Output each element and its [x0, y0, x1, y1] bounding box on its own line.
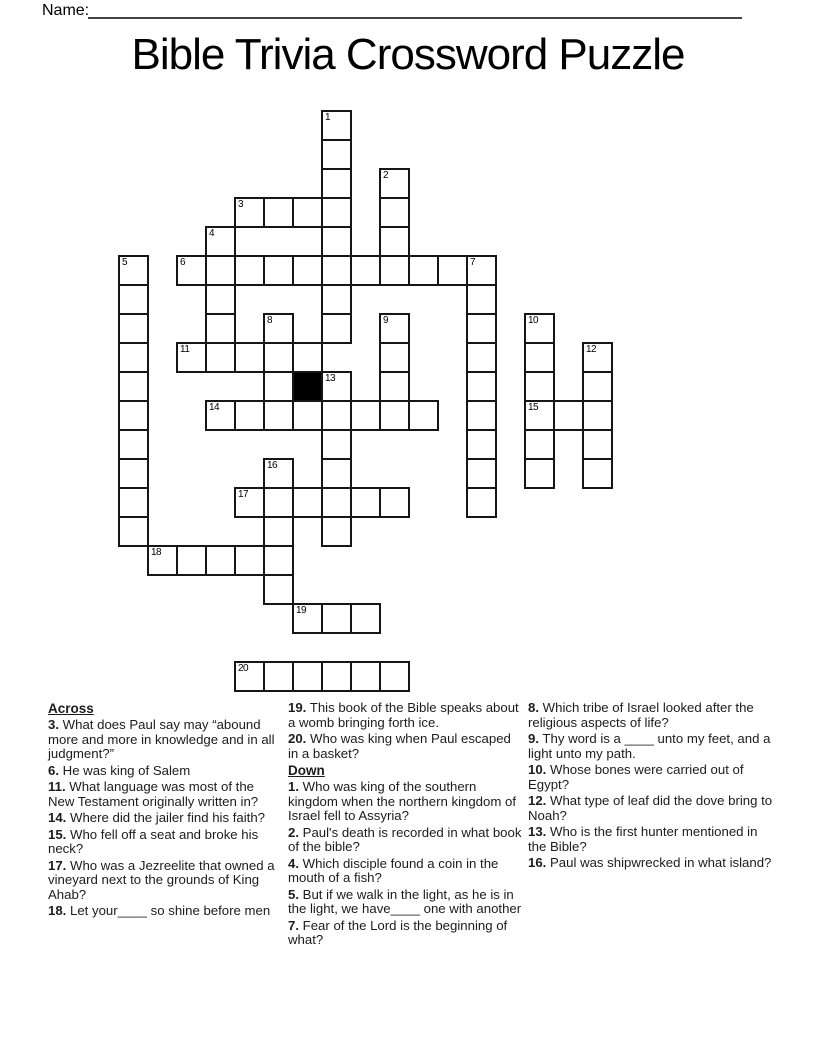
- grid-cell-r9c0[interactable]: [118, 371, 149, 402]
- grid-cell-r5c11[interactable]: [437, 255, 468, 286]
- grid-cell-r12c16[interactable]: [582, 458, 613, 489]
- grid-cell-r8c4[interactable]: [234, 342, 265, 373]
- grid-cell-r15c2[interactable]: [176, 545, 207, 576]
- cell-number-1: 1: [325, 112, 331, 123]
- cell-number-14: 14: [209, 402, 220, 413]
- clue-down-8: 8. Which tribe of Israel looked after the religious aspects of life?: [528, 700, 754, 730]
- clue-number: 7.: [288, 917, 299, 933]
- cell-number-19: 19: [296, 605, 307, 616]
- grid-cell-r13c0[interactable]: [118, 487, 149, 518]
- cell-number-18: 18: [151, 547, 162, 558]
- name-label: Name:: [42, 2, 90, 19]
- grid-cell-r15c3[interactable]: [205, 545, 236, 576]
- grid-cell-r10c16[interactable]: [582, 400, 613, 431]
- grid-cell-r17c8[interactable]: [350, 603, 381, 634]
- grid-cell-r9c12[interactable]: [466, 371, 497, 402]
- cell-number-10: 10: [528, 315, 539, 326]
- grid-cell-r13c9[interactable]: [379, 487, 410, 518]
- clue-across-17: 17. Who was a Jezreelite that owned a vineyard next to the grounds of King Ahab?: [48, 857, 275, 902]
- grid-cell-r10c14[interactable]: [524, 400, 555, 431]
- grid-cell-r7c12[interactable]: [466, 313, 497, 344]
- grid-cell-r8c3[interactable]: [205, 342, 236, 373]
- grid-cell-r13c4[interactable]: [234, 487, 265, 518]
- grid-cell-r7c0[interactable]: [118, 313, 149, 344]
- grid-cell-r5c9[interactable]: [379, 255, 410, 286]
- clue-number: 8.: [528, 700, 539, 715]
- clue-across-18: 18. Let your____ so shine before men: [48, 903, 271, 918]
- grid-cell-r8c2[interactable]: [176, 342, 207, 373]
- grid-cell-r12c12[interactable]: [466, 458, 497, 489]
- grid-cell-r11c16[interactable]: [582, 429, 613, 460]
- clue-across-6: 6. He was king of Salem: [48, 762, 191, 778]
- clue-column-down: [528, 701, 774, 950]
- grid-cell-r16c5[interactable]: [263, 574, 294, 605]
- clue-down-12: 12. What type of leaf did the dove bring to Noah?: [528, 793, 773, 823]
- grid-cell-r12c0[interactable]: [118, 458, 149, 489]
- grid-cell-r10c6[interactable]: [292, 400, 323, 431]
- cell-number-16: 16: [267, 460, 278, 471]
- clue-number: 10.: [528, 762, 547, 777]
- clue-number: 19.: [288, 700, 307, 715]
- clue-column-middle: [288, 701, 523, 950]
- grid-cell-r19c4[interactable]: [234, 661, 265, 692]
- grid-cell-r10c12[interactable]: [466, 400, 497, 431]
- clue-number: 14.: [48, 810, 67, 825]
- grid-cell-r9c7[interactable]: [321, 371, 352, 402]
- clue-across-14: 14. Where did the jailer find his faith?: [48, 810, 265, 825]
- grid-cell-r15c5[interactable]: [263, 545, 294, 576]
- grid-cell-r8c14[interactable]: [524, 342, 555, 373]
- grid-cell-r12c14[interactable]: [524, 458, 555, 489]
- grid-cell-r8c9[interactable]: [379, 342, 410, 373]
- clue-across-11: 11. What language was most of the New Testament originally written in?: [48, 779, 259, 809]
- grid-cell-r15c1[interactable]: [147, 545, 178, 576]
- grid-cell-r3c6[interactable]: [292, 197, 323, 228]
- grid-cell-r7c3[interactable]: [205, 313, 236, 344]
- grid-cell-r4c9[interactable]: [379, 226, 410, 257]
- clue-number: 13.: [528, 824, 547, 839]
- across-header: Across: [48, 701, 94, 716]
- cell-number-12: 12: [586, 344, 597, 355]
- grid-cell-r19c6[interactable]: [292, 661, 323, 692]
- grid-cell-r14c7[interactable]: [321, 516, 352, 547]
- grid-cell-r7c14[interactable]: [524, 313, 555, 344]
- page-title: Bible Trivia Crossword Puzzle: [131, 30, 685, 79]
- clue-number: 17.: [48, 857, 67, 873]
- grid-cell-r13c12[interactable]: [466, 487, 497, 518]
- grid-cell-r5c4[interactable]: [234, 255, 265, 286]
- cell-number-4: 4: [209, 228, 215, 239]
- clue-number: 12.: [528, 793, 547, 808]
- grid-cell-r6c0[interactable]: [118, 284, 149, 315]
- grid-cell-r19c9[interactable]: [379, 661, 410, 692]
- clue-down-16: 16. Paul was shipwrecked in what island?: [528, 855, 772, 870]
- grid-cell-r8c0[interactable]: [118, 342, 149, 373]
- down-header: Down: [288, 763, 325, 778]
- clues-section: [48, 701, 774, 950]
- grid-cell-r6c7[interactable]: [321, 284, 352, 315]
- grid-cell-r9c16[interactable]: [582, 371, 613, 402]
- clue-down-10: 10. Whose bones were carried out of Egypt?: [528, 762, 744, 792]
- clue-across-20: 20. Who was king when Paul escaped in a basket?: [288, 731, 511, 761]
- cell-number-7: 7: [470, 257, 476, 268]
- grid-cell-r12c7[interactable]: [321, 458, 352, 489]
- grid-cell-r3c5[interactable]: [263, 197, 294, 228]
- grid-cell-r10c3[interactable]: [205, 400, 236, 431]
- clue-number: 1.: [288, 779, 299, 794]
- grid-cell-r8c5[interactable]: [263, 342, 294, 373]
- grid-cell-r8c6[interactable]: [292, 342, 323, 373]
- grid-cell-r10c9[interactable]: [379, 400, 410, 431]
- grid-cell-r5c2[interactable]: [176, 255, 207, 286]
- grid-cell-r10c8[interactable]: [350, 400, 381, 431]
- grid-cell-r14c5[interactable]: [263, 516, 294, 547]
- grid-cell-r5c5[interactable]: [263, 255, 294, 286]
- grid-cell-r10c7[interactable]: [321, 400, 352, 431]
- cell-number-5: 5: [122, 257, 128, 268]
- grid-cell-r5c10[interactable]: [408, 255, 439, 286]
- cell-number-6: 6: [180, 257, 186, 268]
- grid-cell-r7c7[interactable]: [321, 313, 352, 344]
- black-cell: [292, 371, 323, 402]
- grid-cell-r3c7[interactable]: [321, 197, 352, 228]
- cell-number-15: 15: [528, 402, 539, 413]
- grid-cell-r0c7[interactable]: [321, 110, 352, 141]
- grid-cell-r19c5[interactable]: [263, 661, 294, 692]
- grid-cell-r11c7[interactable]: [321, 429, 352, 460]
- clue-down-4: 4. Which disciple found a coin in the mouth of a fish?: [288, 855, 499, 885]
- cell-number-11: 11: [180, 344, 190, 355]
- clue-across-15: 15. Who fell off a seat and broke his neck?: [48, 826, 259, 856]
- clue-number: 20.: [288, 731, 307, 746]
- cell-number-20: 20: [238, 663, 249, 674]
- clue-number: 4.: [288, 855, 299, 871]
- grid-cell-r4c3[interactable]: [205, 226, 236, 257]
- clue-number: 9.: [528, 731, 539, 746]
- grid-cell-r3c4[interactable]: [234, 197, 265, 228]
- grid-cell-r10c15[interactable]: [553, 400, 584, 431]
- clue-down-13: 13. Who is the first hunter mentioned in the Bible?: [528, 824, 758, 854]
- grid-cell-r11c0[interactable]: [118, 429, 149, 460]
- grid-cell-r19c8[interactable]: [350, 661, 381, 692]
- grid-cell-r10c10[interactable]: [408, 400, 439, 431]
- grid-cell-r7c5[interactable]: [263, 313, 294, 344]
- grid-cell-r4c7[interactable]: [321, 226, 352, 257]
- clue-across-3: 3. What does Paul say may “abound more and more in knowledge and in all judgment?”: [48, 717, 275, 761]
- grid-cell-r1c7[interactable]: [321, 139, 352, 170]
- clue-column-across: [48, 701, 283, 950]
- grid-cell-r8c12[interactable]: [466, 342, 497, 373]
- grid-cell-r5c7[interactable]: [321, 255, 352, 286]
- grid-cell-r14c0[interactable]: [118, 516, 149, 547]
- grid-cell-r10c4[interactable]: [234, 400, 265, 431]
- grid-cell-r2c9[interactable]: [379, 168, 410, 199]
- grid-cell-r3c9[interactable]: [379, 197, 410, 228]
- grid-cell-r9c9[interactable]: [379, 371, 410, 402]
- clue-down-7: 7. Fear of the Lord is the beginning of what?: [288, 917, 508, 947]
- cell-number-13: 13: [325, 373, 336, 384]
- grid-cell-r13c6[interactable]: [292, 487, 323, 518]
- grid-cell-r5c0[interactable]: [118, 255, 149, 286]
- grid-cell-r12c5[interactable]: [263, 458, 294, 489]
- grid-cell-r17c6[interactable]: [292, 603, 323, 634]
- grid-cell-r11c14[interactable]: [524, 429, 555, 460]
- clue-down-9: 9. Thy word is a ____ unto my feet, and a light unto my path.: [528, 731, 771, 761]
- grid-cell-r19c7[interactable]: [321, 661, 352, 692]
- grid-cell-r9c14[interactable]: [524, 371, 555, 402]
- clue-number: 18.: [48, 903, 67, 918]
- clue-number: 2.: [288, 824, 299, 840]
- grid-cell-r7c9[interactable]: [379, 313, 410, 344]
- cell-number-9: 9: [383, 315, 389, 326]
- clue-down-2: 2. Paul's death is recorded in what book of the bible?: [288, 824, 522, 854]
- grid-cell-r2c7[interactable]: [321, 168, 352, 199]
- grid-cell-r15c4[interactable]: [234, 545, 265, 576]
- clue-number: 5.: [288, 886, 299, 902]
- grid-cell-r10c5[interactable]: [263, 400, 294, 431]
- grid-cell-r13c8[interactable]: [350, 487, 381, 518]
- clue-down-5: 5. But if we walk in the light, as he is in the light, we have____ one with another: [288, 886, 522, 916]
- grid-cell-r6c12[interactable]: [466, 284, 497, 315]
- clue-number: 15.: [48, 826, 67, 842]
- grid-cell-r6c3[interactable]: [205, 284, 236, 315]
- grid-cell-r10c0[interactable]: [118, 400, 149, 431]
- grid-cell-r11c12[interactable]: [466, 429, 497, 460]
- clue-number: 16.: [528, 855, 547, 870]
- cell-number-17: 17: [238, 489, 249, 500]
- grid-cell-r13c7[interactable]: [321, 487, 352, 518]
- grid-cell-r13c5[interactable]: [263, 487, 294, 518]
- clue-number: 3.: [48, 717, 59, 732]
- grid-cell-r17c7[interactable]: [321, 603, 352, 634]
- clue-number: 11.: [48, 779, 66, 794]
- grid-cell-r9c5[interactable]: [263, 371, 294, 402]
- clue-across-19: 19. This book of the Bible speaks about a womb bringing forth ice.: [288, 700, 519, 730]
- grid-cell-r5c8[interactable]: [350, 255, 381, 286]
- clue-down-1: 1. Who was king of the southern kingdom when the northern kingdom of Israel fell to Assyria?: [288, 779, 516, 823]
- cell-number-3: 3: [238, 199, 244, 210]
- grid-cell-r5c6[interactable]: [292, 255, 323, 286]
- clue-number: 6.: [48, 762, 59, 778]
- grid-cell-r5c12[interactable]: [466, 255, 497, 286]
- cell-number-2: 2: [383, 170, 389, 181]
- grid-cell-r5c3[interactable]: [205, 255, 236, 286]
- grid-cell-r8c16[interactable]: [582, 342, 613, 373]
- cell-number-8: 8: [267, 315, 273, 326]
